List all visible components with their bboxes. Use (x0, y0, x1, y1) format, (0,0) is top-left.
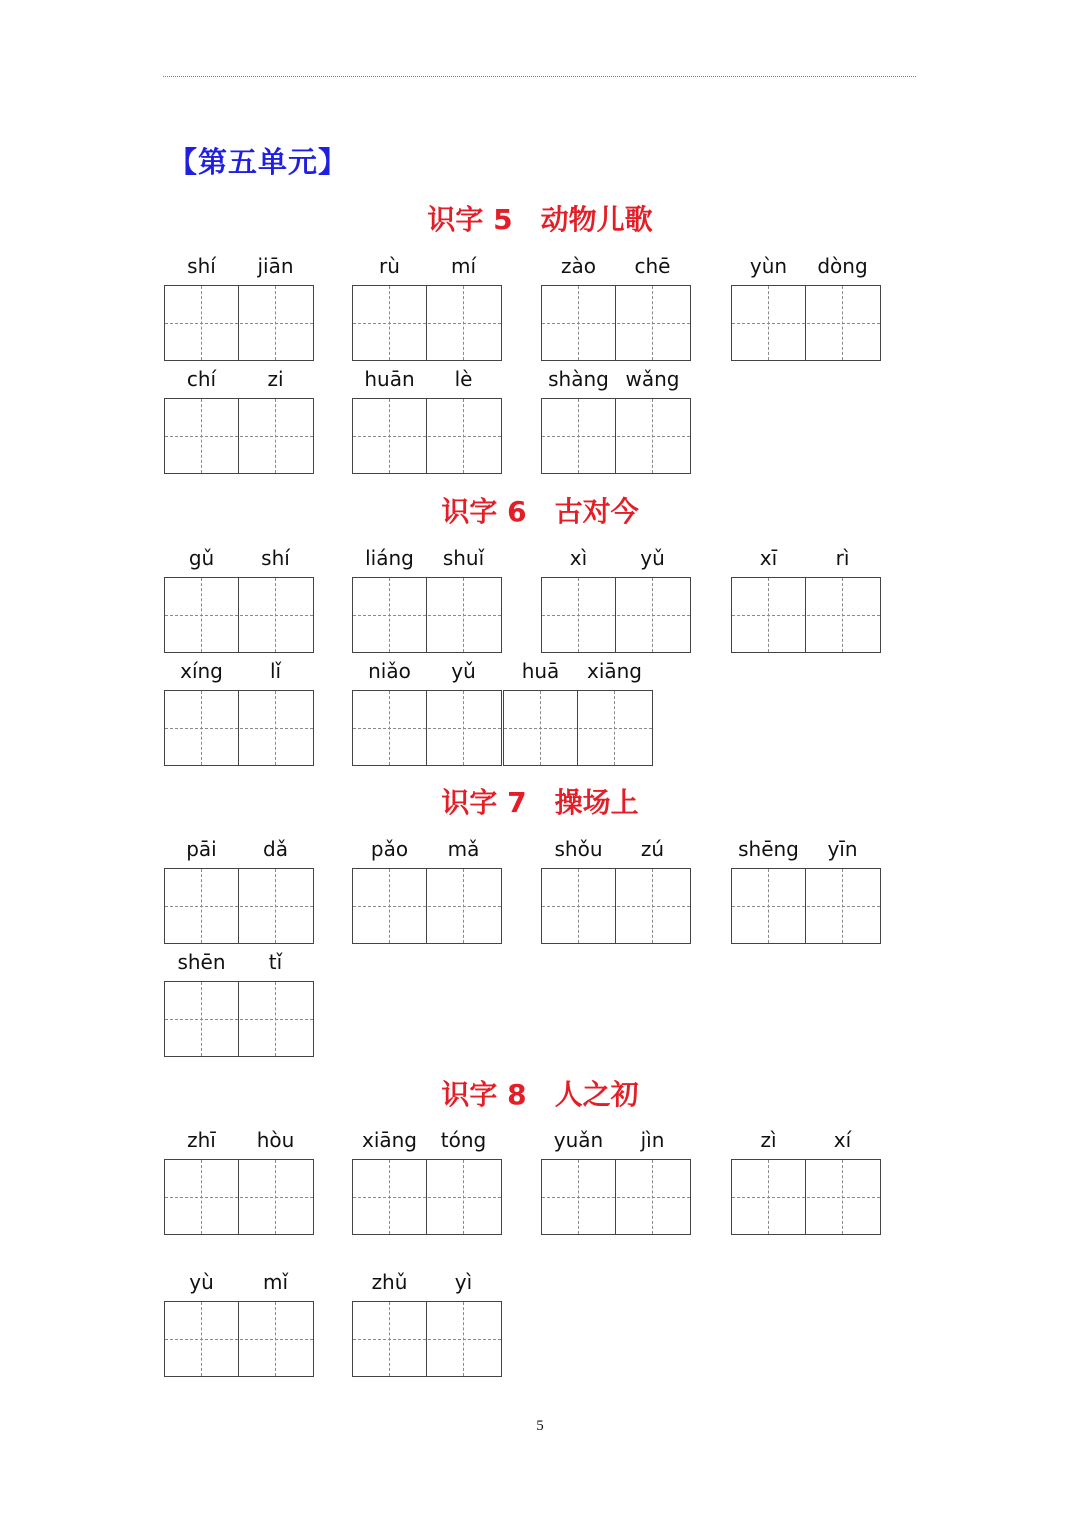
grid-guide-line (275, 1160, 276, 1234)
grid-guide-line (652, 286, 653, 360)
pinyin-label: shǒu (554, 837, 603, 861)
writing-grid[interactable] (731, 1159, 881, 1235)
grid-guide-line (463, 1302, 464, 1376)
grid-guide-line (389, 286, 390, 360)
grid-guide-line (614, 691, 615, 765)
grid-guide-line (353, 323, 501, 324)
grid-guide-line (165, 1019, 313, 1020)
writing-grid[interactable] (352, 577, 502, 653)
writing-grid[interactable] (352, 398, 502, 474)
pinyin-label: jìn (640, 1128, 665, 1152)
grid-guide-line (578, 286, 579, 360)
grid-guide-line (165, 728, 313, 729)
pinyin-label: shuǐ (442, 546, 485, 570)
pinyin-label: shí (261, 546, 290, 570)
grid-guide-line (732, 1197, 880, 1198)
grid-guide-line (578, 399, 579, 473)
writing-grid[interactable] (352, 1301, 502, 1377)
writing-grid[interactable] (164, 398, 314, 474)
writing-grid[interactable] (164, 981, 314, 1057)
grid-guide-line (732, 615, 880, 616)
grid-guide-line (165, 323, 313, 324)
lesson-title (0, 1073, 1080, 1113)
grid-guide-line (353, 728, 501, 729)
grid-guide-line (165, 1339, 313, 1340)
pinyin-label: huān (364, 367, 415, 391)
pinyin-label: shēn (177, 950, 226, 974)
pinyin-label: yīn (827, 837, 858, 861)
pinyin-label: xiāng (586, 659, 643, 683)
grid-guide-line (768, 869, 769, 943)
writing-grid[interactable] (164, 577, 314, 653)
pinyin-label: tóng (440, 1128, 487, 1152)
pinyin-label: xì (569, 546, 588, 570)
grid-guide-line (578, 1160, 579, 1234)
pinyin-label: tǐ (268, 950, 283, 974)
grid-guide-line (389, 869, 390, 943)
pinyin-label: mí (450, 254, 477, 278)
grid-guide-line (504, 728, 652, 729)
grid-guide-line (201, 286, 202, 360)
grid-guide-line (542, 323, 690, 324)
grid-guide-line (275, 869, 276, 943)
writing-grid[interactable] (164, 1301, 314, 1377)
grid-guide-line (353, 1197, 501, 1198)
grid-guide-line (275, 399, 276, 473)
grid-guide-line (732, 323, 880, 324)
grid-guide-line (389, 578, 390, 652)
pinyin-label: pāi (186, 837, 217, 861)
grid-guide-line (578, 578, 579, 652)
lesson-number: 识字 8 (441, 1078, 527, 1111)
pinyin-label: wǎng (625, 367, 680, 391)
pinyin-label: liáng (365, 546, 414, 570)
grid-guide-line (842, 578, 843, 652)
lesson-number: 识字 5 (427, 203, 513, 236)
grid-guide-line (652, 578, 653, 652)
pinyin-label: gǔ (188, 546, 215, 570)
writing-grid[interactable] (731, 868, 881, 944)
grid-guide-line (542, 1197, 690, 1198)
lesson-number: 识字 6 (441, 495, 527, 528)
grid-guide-line (353, 1339, 501, 1340)
grid-guide-line (389, 691, 390, 765)
lesson-name: 动物儿歌 (540, 203, 653, 236)
pinyin-label: yǔ (451, 659, 476, 683)
pinyin-label: yǔ (640, 546, 665, 570)
grid-guide-line (463, 1160, 464, 1234)
lesson-name: 人之初 (554, 1078, 639, 1111)
pinyin-label: zhī (187, 1128, 216, 1152)
pinyin-label: pǎo (370, 837, 409, 861)
grid-guide-line (389, 1302, 390, 1376)
grid-guide-line (542, 615, 690, 616)
writing-grid[interactable] (541, 868, 691, 944)
writing-grid[interactable] (503, 690, 653, 766)
pinyin-label: xiāng (361, 1128, 418, 1152)
grid-guide-line (652, 869, 653, 943)
grid-guide-line (842, 286, 843, 360)
page-number: 5 (536, 1418, 544, 1434)
lesson-title (0, 781, 1080, 821)
writing-grid[interactable] (164, 1159, 314, 1235)
grid-guide-line (165, 615, 313, 616)
writing-grid[interactable] (731, 577, 881, 653)
grid-guide-line (353, 436, 501, 437)
grid-guide-line (275, 982, 276, 1056)
grid-guide-line (201, 869, 202, 943)
writing-grid[interactable] (352, 285, 502, 361)
writing-grid[interactable] (352, 1159, 502, 1235)
grid-guide-line (768, 286, 769, 360)
grid-guide-line (578, 869, 579, 943)
grid-guide-line (542, 906, 690, 907)
grid-guide-line (275, 691, 276, 765)
grid-guide-line (275, 578, 276, 652)
pinyin-label: zi (267, 367, 284, 391)
pinyin-label: rì (835, 546, 850, 570)
writing-grid[interactable] (164, 868, 314, 944)
grid-guide-line (201, 1302, 202, 1376)
lesson-title (0, 490, 1080, 530)
grid-guide-line (768, 1160, 769, 1234)
grid-guide-line (201, 1160, 202, 1234)
pinyin-label: hòu (256, 1128, 295, 1152)
pinyin-label: chē (634, 254, 671, 278)
writing-grid[interactable] (731, 285, 881, 361)
writing-grid[interactable] (164, 690, 314, 766)
pinyin-label: lè (454, 367, 473, 391)
lesson-number: 识字 7 (441, 786, 527, 819)
pinyin-label: xí (833, 1128, 852, 1152)
pinyin-label: yuǎn (553, 1128, 604, 1152)
pinyin-label: zhǔ (371, 1270, 408, 1294)
pinyin-label: rù (379, 254, 400, 278)
grid-guide-line (732, 906, 880, 907)
grid-guide-line (463, 691, 464, 765)
pinyin-label: zì (760, 1128, 777, 1152)
grid-guide-line (768, 578, 769, 652)
writing-grid[interactable] (541, 398, 691, 474)
grid-guide-line (542, 436, 690, 437)
grid-guide-line (275, 1302, 276, 1376)
grid-guide-line (652, 399, 653, 473)
pinyin-label: mǎ (447, 837, 480, 861)
lesson-title (0, 198, 1080, 238)
grid-guide-line (201, 399, 202, 473)
pinyin-label: xī (759, 546, 778, 570)
writing-grid[interactable] (164, 285, 314, 361)
pinyin-label: yì (454, 1270, 473, 1294)
pinyin-label: shàng (548, 367, 609, 391)
writing-grid[interactable] (541, 577, 691, 653)
pinyin-label: shí (187, 254, 216, 278)
lesson-name: 操场上 (554, 786, 639, 819)
grid-guide-line (165, 1197, 313, 1198)
pinyin-label: yù (189, 1270, 214, 1294)
unit-heading: 【第五单元】 (168, 145, 349, 179)
pinyin-label: zào (561, 254, 596, 278)
writing-grid[interactable] (541, 285, 691, 361)
grid-guide-line (201, 982, 202, 1056)
pinyin-label: zú (640, 837, 665, 861)
grid-guide-line (463, 286, 464, 360)
grid-guide-line (389, 1160, 390, 1234)
grid-guide-line (463, 578, 464, 652)
writing-grid[interactable] (352, 690, 502, 766)
grid-guide-line (842, 1160, 843, 1234)
top-dotted-rule (163, 76, 916, 77)
grid-guide-line (540, 691, 541, 765)
pinyin-label: lǐ (269, 659, 282, 683)
pinyin-label: niǎo (368, 659, 411, 683)
grid-guide-line (165, 906, 313, 907)
writing-grid[interactable] (352, 868, 502, 944)
grid-guide-line (353, 906, 501, 907)
lesson-name: 古对今 (554, 495, 639, 528)
grid-guide-line (165, 436, 313, 437)
pinyin-label: shēng (738, 837, 799, 861)
grid-guide-line (275, 286, 276, 360)
writing-grid[interactable] (541, 1159, 691, 1235)
grid-guide-line (389, 399, 390, 473)
pinyin-label: yùn (749, 254, 788, 278)
pinyin-label: chí (186, 367, 217, 391)
pinyin-label: xíng (180, 659, 223, 683)
pinyin-label: dǎ (263, 837, 288, 861)
pinyin-label: mǐ (262, 1270, 289, 1294)
grid-guide-line (201, 691, 202, 765)
grid-guide-line (463, 869, 464, 943)
grid-guide-line (353, 615, 501, 616)
pinyin-label: huā (521, 659, 560, 683)
pinyin-label: dòng (817, 254, 868, 278)
grid-guide-line (652, 1160, 653, 1234)
grid-guide-line (842, 869, 843, 943)
pinyin-label: jiān (257, 254, 294, 278)
grid-guide-line (201, 578, 202, 652)
grid-guide-line (463, 399, 464, 473)
